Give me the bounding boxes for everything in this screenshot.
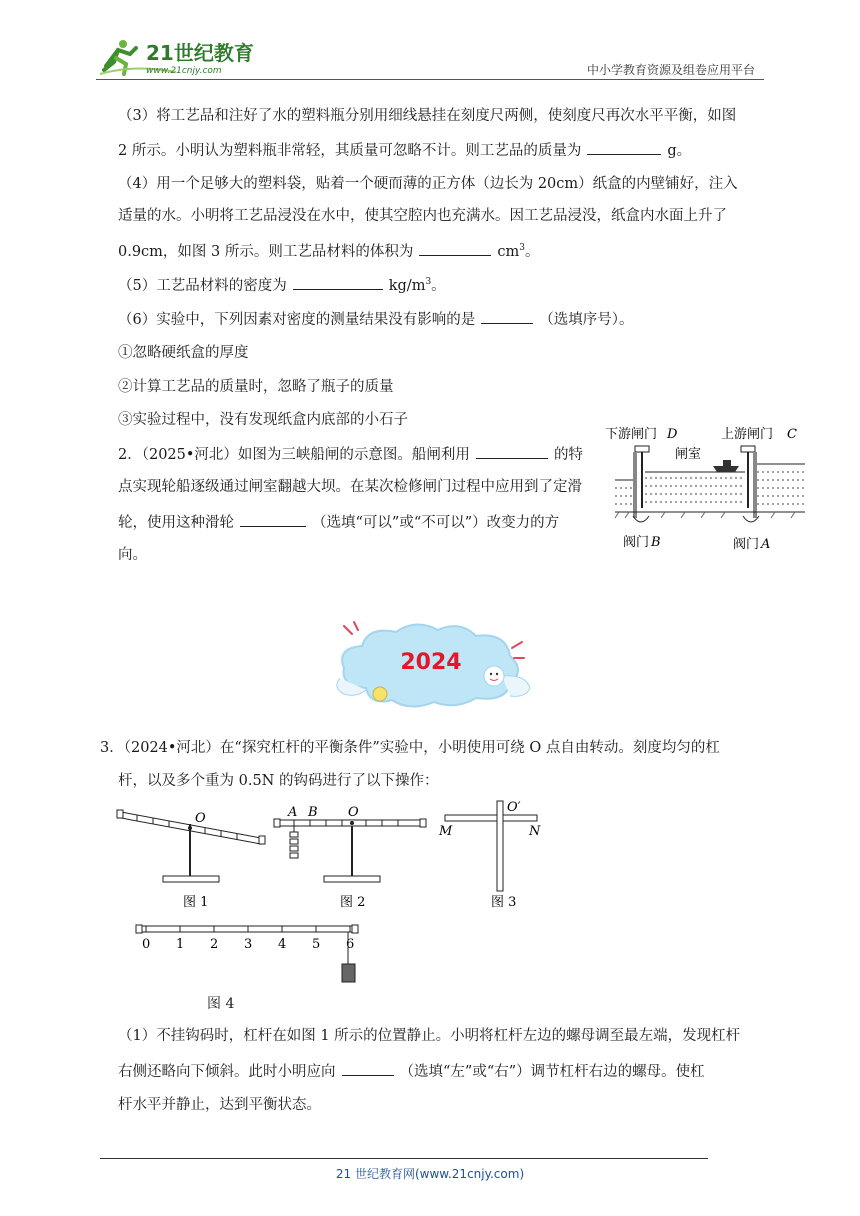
q1-option-3: ③实验过程中，没有发现纸盒内底部的小石子: [118, 412, 408, 428]
q1-option-2: ②计算工艺品的质量时，忽略了瓶子的质量: [118, 379, 394, 395]
fig4-tick-label: 3: [244, 937, 253, 952]
fig4-tick-label: 0: [142, 937, 151, 952]
q1-p4-line3: 0.9cm，如图 3 所示。则工艺品材料的体积为 $cm^3$。: [118, 241, 539, 262]
q3-line2: 杆，以及多个重为 0.5N 的钩码进行了以下操作：: [118, 773, 439, 789]
lever-figure-2: [270, 800, 435, 915]
q2-line1: 2．（2025•河北）如图为三峡船闸的示意图。船闸利用 的特: [118, 444, 583, 465]
q3-p1-line2: 右侧还略向下倾斜。此时小明应向 （选填“左”或“右”）调节杠杆右边的螺母。使杠: [118, 1061, 705, 1082]
valve-a-letter: A: [761, 537, 771, 552]
fig4-tick-label: 1: [176, 937, 185, 952]
valve-b-letter: B: [651, 535, 661, 550]
fig4-tick-label: 2: [210, 937, 219, 952]
q3-p1-line3: 杆水平并静止，达到平衡状态。: [118, 1097, 321, 1113]
footer-divider: [100, 1158, 708, 1159]
fig3-n-label: N: [529, 824, 541, 839]
answer-blank[interactable]: [481, 309, 533, 324]
fig4-caption: 图 4: [207, 996, 235, 1012]
logo-url: www.21cnjy.com: [146, 66, 222, 76]
q1-p5: （5）工艺品材料的密度为 $kg/m^3$。: [118, 275, 446, 296]
fig2-caption: 图 2: [340, 895, 366, 910]
fig3-o-label: O′: [507, 800, 521, 815]
fig2-a-label: A: [288, 805, 298, 820]
answer-blank[interactable]: [476, 444, 548, 459]
valve-a-label: 阀门: [733, 537, 760, 552]
fig3-caption: 图 3: [491, 895, 517, 910]
q2-line2: 点实现轮船逐级通过闸室翻越大坝。在某次检修闸门过程中应用到了定滑: [118, 479, 582, 495]
upstream-gate-label: 上游闸门: [721, 427, 774, 442]
header-divider: [96, 79, 764, 80]
chamber-label: 闸室: [675, 447, 702, 462]
answer-blank[interactable]: [587, 140, 661, 155]
q1-p4-line1: （4）用一个足够大的塑料袋，贴着一个硬而薄的正方体（边长为 20cm）纸盒的内壁铺好，注入: [118, 176, 738, 192]
answer-blank[interactable]: [342, 1061, 394, 1076]
answer-blank[interactable]: [293, 275, 383, 290]
year-badge-text: 2024: [400, 650, 462, 675]
q1-p3-line1: （3）将工艺品和注好了水的塑料瓶分别用细线悬挂在刻度尺两侧，使刻度尺再次水平平衡，如图: [118, 108, 737, 124]
q3-p1-line1: （1）不挂钩码时，杠杆在如图 1 所示的位置静止。小明将杠杆左边的螺母调至最左端，发现杠杆: [118, 1028, 741, 1044]
q2-line4: 向。: [118, 547, 147, 563]
lever-figure-3: [435, 795, 555, 915]
lever-figure-4: [130, 920, 370, 1015]
fig2-o-label: O: [348, 805, 359, 820]
site-logo: [96, 36, 266, 78]
downstream-gate-letter: D: [667, 427, 678, 442]
fig4-tick-label: 6: [346, 937, 355, 952]
header-platform-text: 中小学教育资源及组卷应用平台: [586, 63, 755, 77]
q1-option-1: ①忽略硬纸盒的厚度: [118, 345, 249, 361]
fig4-tick-label: 5: [312, 937, 321, 952]
fig1-o-label: O: [195, 811, 206, 826]
footer-text: 21 世纪教育网(www.21cnjy.com): [335, 1167, 525, 1181]
q2-line3: 轮，使用这种滑轮 （选填“可以”或“不可以”）改变力的方: [118, 512, 559, 533]
q1-p4-line2: 适量的水。小明将工艺品浸没在水中，使其空腔内也充满水。因工艺品浸没，纸盒内水面上升了: [118, 208, 727, 224]
fig2-b-label: B: [308, 805, 318, 820]
ship-lock-diagram: [605, 420, 815, 555]
upstream-gate-letter: C: [787, 427, 797, 442]
fig4-tick-label: 4: [278, 937, 287, 952]
answer-blank[interactable]: [419, 241, 491, 256]
year-badge: [326, 618, 536, 713]
q1-p6: （6）实验中，下列因素对密度的测量结果没有影响的是 （选填序号）。: [118, 309, 633, 330]
valve-b-label: 阀门: [623, 535, 650, 550]
downstream-gate-label: 下游闸门: [605, 427, 658, 442]
q1-p3-line2: 2 所示。小明认为塑料瓶非常轻，其质量可忽略不计。则工艺品的质量为 g。: [118, 140, 691, 161]
answer-blank[interactable]: [240, 512, 306, 527]
lever-figure-1: [115, 800, 270, 915]
q3-line1: 3．（2024•河北）在“探究杠杆的平衡条件”实验中，小明使用可绕 O 点自由转动。刻度均匀的杠: [100, 740, 720, 756]
fig1-caption: 图 1: [183, 895, 209, 910]
fig3-m-label: M: [439, 824, 453, 839]
logo-text: 21世纪教育: [146, 41, 254, 65]
